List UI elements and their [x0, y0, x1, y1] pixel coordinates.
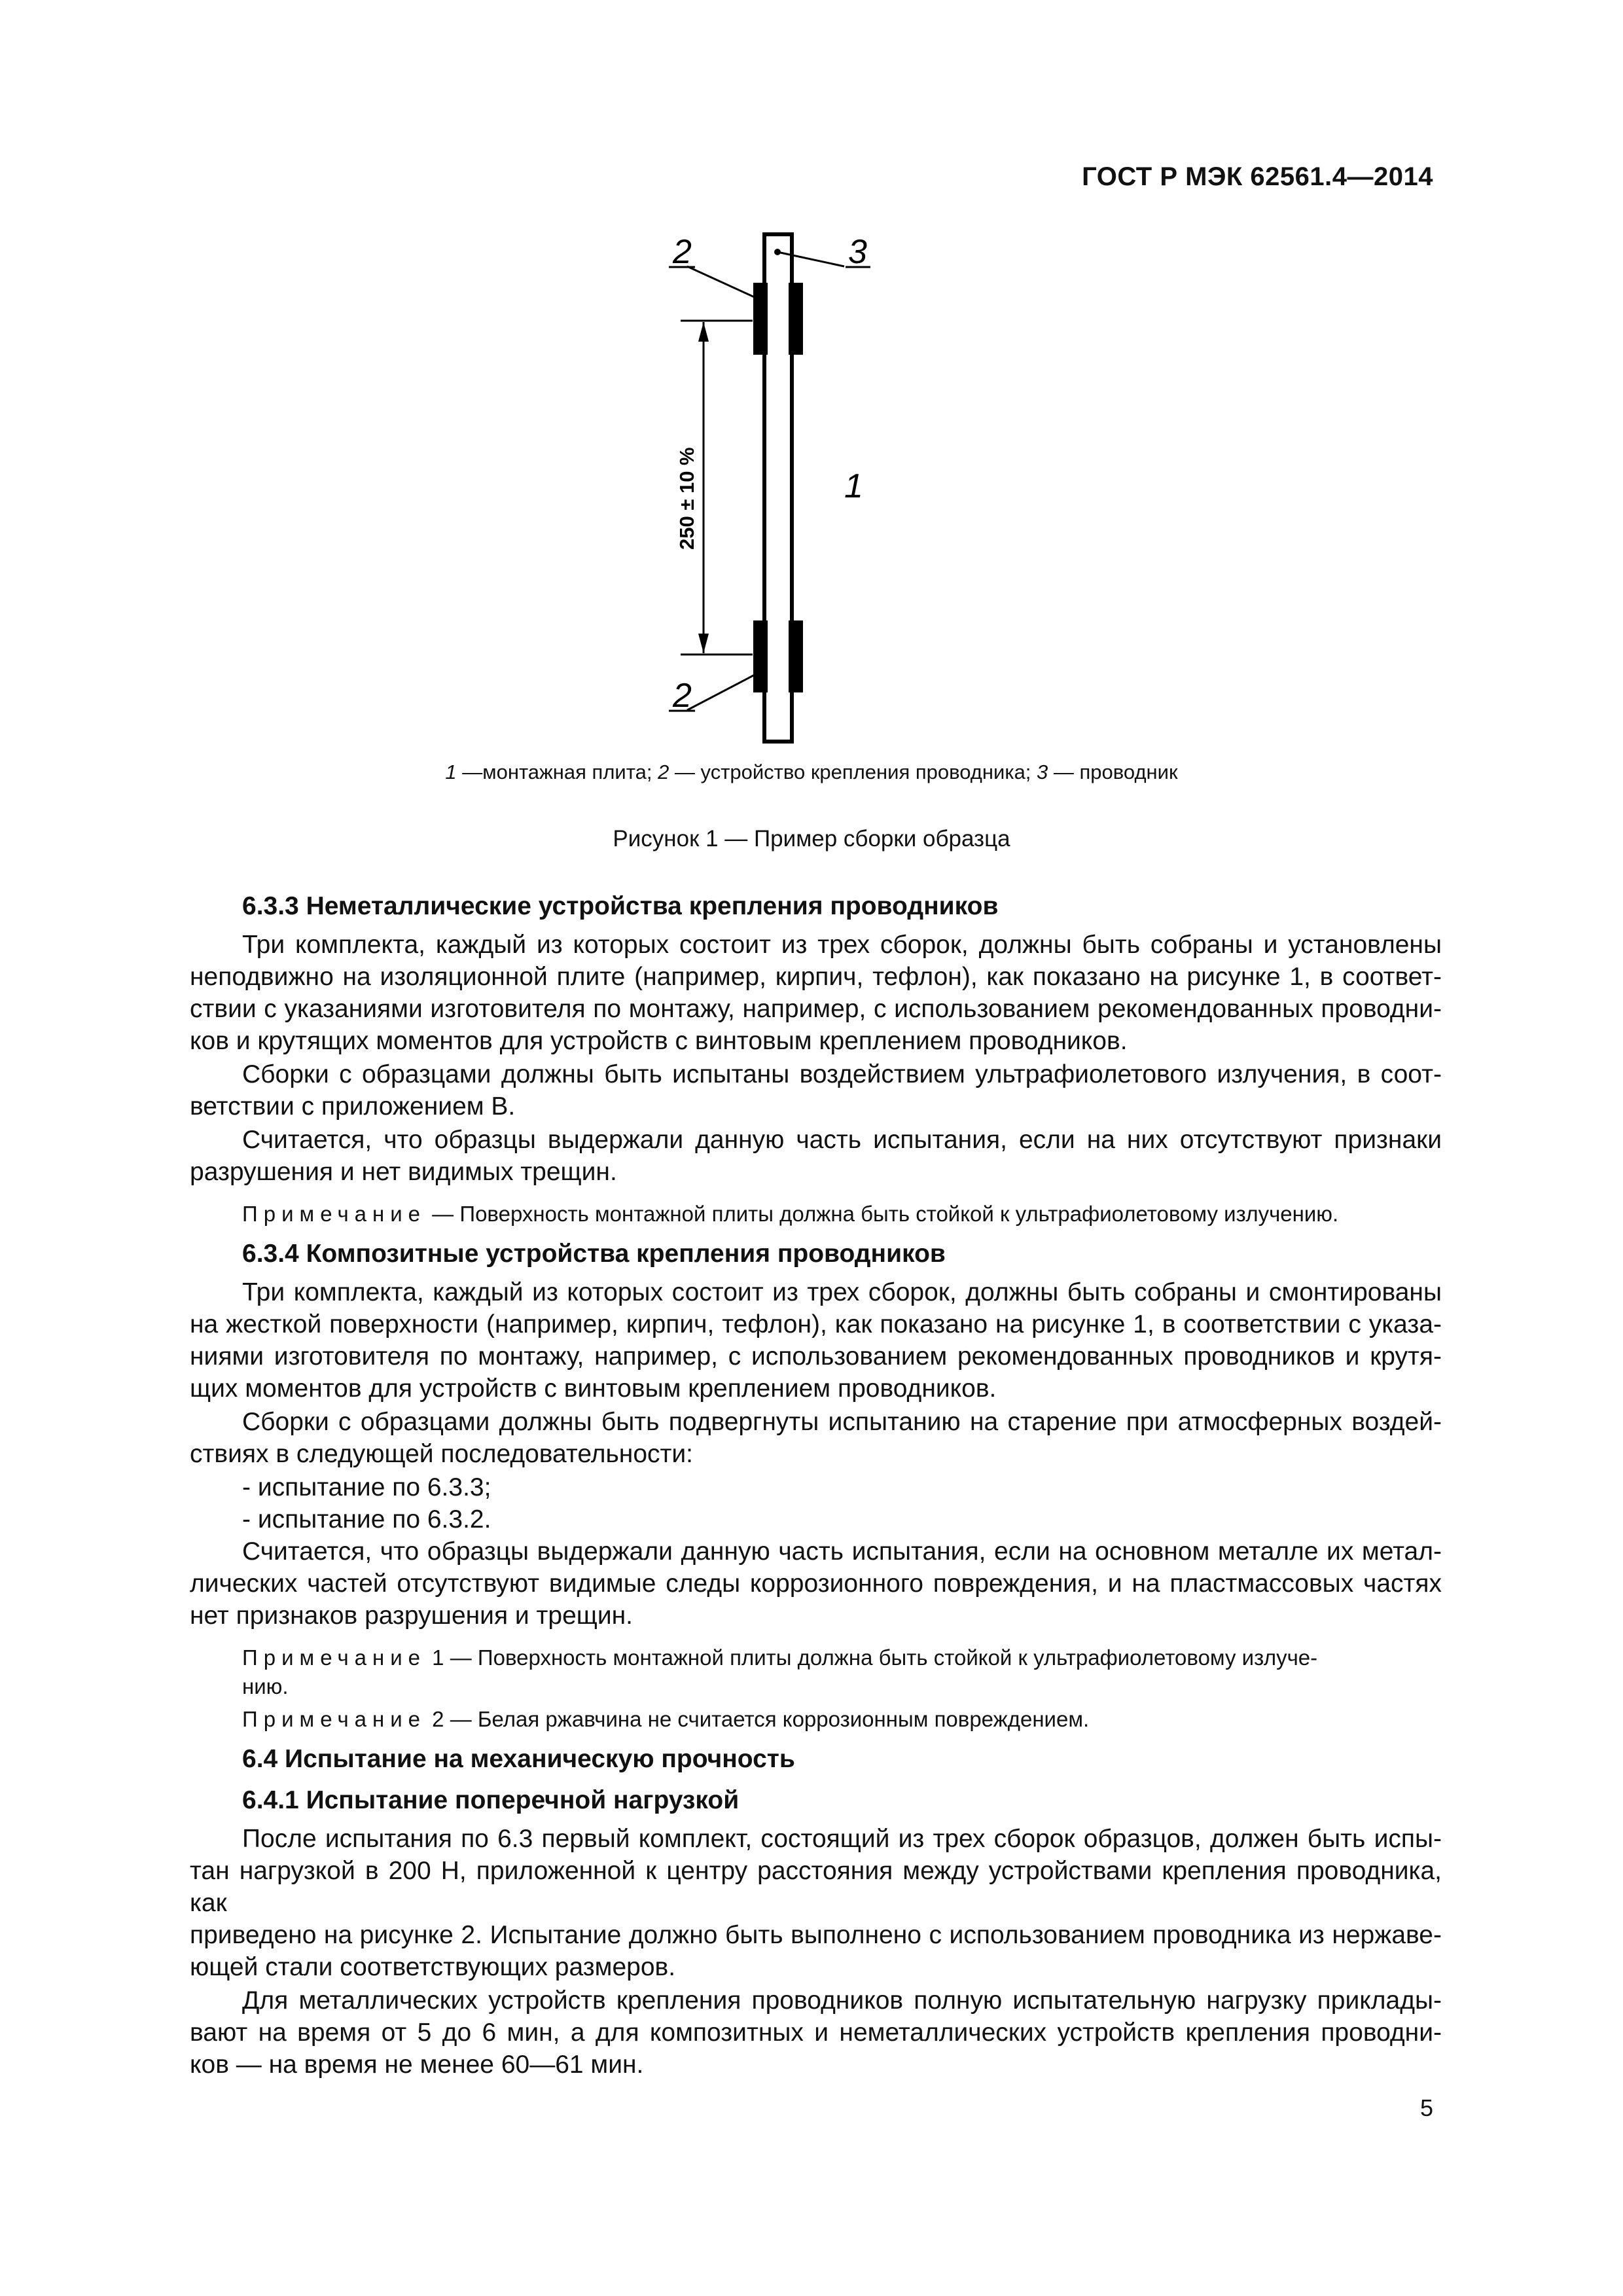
text-line: После испытания по 6.3 первый комплект, состоящий из трех сборок образцов, должен быть испы-: [242, 1825, 1442, 1853]
legend-num-2: 2: [658, 761, 669, 783]
note-label: Примечание: [242, 1707, 427, 1731]
legend-text-1: —монтажная плита;: [456, 761, 658, 783]
note-text-cont: нию.: [242, 1674, 289, 1698]
text-line: Для металлических устройств крепления проводников полную испытательную нагрузку приклады-: [242, 1986, 1442, 2015]
text-line: на жесткой поверхности (например, кирпич, тефлон), как показано на рисунке 1, в соответствии с указа-: [190, 1310, 1442, 1338]
paragraph: [190, 1276, 1442, 1405]
note-label: Примечание: [242, 1645, 427, 1670]
text-line: Сборки с образцами должны быть подвергнуты испытанию на старение при атмосферных воздей-: [242, 1408, 1442, 1436]
fastener-top-right: [789, 283, 803, 355]
fastener-bottom-right: [789, 620, 803, 692]
legend-num-3: 3: [1037, 761, 1048, 783]
legend-num-1: 1: [445, 761, 457, 783]
note-text: 1 — Поверхность монтажной плиты должна быть стойкой к ультрафиолетовому излуче-: [426, 1645, 1318, 1670]
text-line: ствиях в следующей последовательности:: [190, 1440, 693, 1468]
text-line: Считается, что образцы выдержали данную часть испытания, если на основном металле их метал-: [242, 1537, 1442, 1566]
text-line: разрушения и нет видимых трещин.: [190, 1158, 617, 1186]
page-number: 5: [1419, 2094, 1433, 2121]
text-line: Считается, что образцы выдержали данную часть испытания, если на них отсутствуют признаки: [242, 1126, 1442, 1154]
text-line: вают на время от 5 до 6 мин, а для композитных и неметаллических устройств крепления проводни-: [190, 2018, 1442, 2047]
paragraph: [190, 1823, 1442, 1983]
paragraph: [190, 1406, 1442, 1470]
text-line: ков — на время не менее 60—61 мин.: [190, 2051, 644, 2079]
label-fastener-bottom: 2: [673, 677, 692, 715]
text-line: Три комплекта, каждый из которых состоит из трех сборок, должны быть собраны и установлены: [242, 931, 1442, 959]
paragraph: [190, 1984, 1442, 2081]
fastener-bottom-left: [753, 620, 768, 692]
paragraph: [190, 1058, 1442, 1122]
document-body: [190, 890, 1442, 2082]
dimension-label: 250 ± 10 %: [675, 447, 698, 550]
list-item: - испытание по 6.3.3;: [242, 1473, 491, 1501]
figure-assembly: [0, 0, 1623, 785]
label-plate: 1: [844, 467, 863, 505]
text-line: ветствии с приложением В.: [190, 1092, 516, 1121]
figure-caption: Рисунок 1 — Пример сборки образца: [613, 826, 1010, 852]
text-line: приведено на рисунке 2. Испытание должно быть выполнено с использованием проводника из нержаве-: [190, 1921, 1442, 1949]
note-text: — Поверхность монтажной плиты должна быть стойкой к ультрафиолетовому излучению.: [426, 1202, 1339, 1226]
text-line: ющей стали соответствующих размеров.: [190, 1953, 676, 1981]
note-text: 2 — Белая ржавчина не считается коррозионным повреждением.: [426, 1707, 1090, 1731]
figure-legend: [0, 761, 1623, 784]
section-heading-6-3-4: 6.3.4 Композитные устройства крепления проводников: [242, 1240, 946, 1268]
text-line: щих моментов для устройств с винтовым креплением проводников.: [190, 1374, 997, 1403]
list-item: - испытание по 6.3.2.: [242, 1505, 491, 1534]
legend-text-3: — проводник: [1048, 761, 1178, 783]
note-1: [190, 1643, 1442, 1701]
text-line: Сборки с образцами должны быть испытаны воздействием ультрафиолетового излучения, в соот-: [242, 1060, 1442, 1088]
text-line: неподвижно на изоляционной плите (например, кирпич, тефлон), как показано на рисунке 1, в соответ-: [190, 963, 1442, 991]
heading-text: 6.3.3 Неметаллические устройства крепления проводников: [242, 892, 999, 920]
text-line: Три комплекта, каждый из которых состоит из трех сборок, должны быть собраны и смонтированы: [242, 1278, 1442, 1306]
label-fastener-top: 2: [673, 233, 692, 271]
paragraph: [190, 929, 1442, 1057]
text-line: ков и крутящих моментов для устройств с винтовым креплением проводников.: [190, 1027, 1128, 1055]
section-heading-6-3-3: [190, 890, 1442, 922]
section-heading-6-4: 6.4 Испытание на механическую прочность: [242, 1745, 795, 1773]
label-conductor: 3: [848, 233, 867, 271]
note-label: Примечание: [242, 1202, 427, 1226]
document-id: ГОСТ Р МЭК 62561.4—2014: [1082, 162, 1433, 191]
note-2: [190, 1705, 1442, 1734]
fastener-top-left: [753, 283, 768, 355]
legend-text-2: — устройство крепления проводника;: [669, 761, 1037, 783]
text-line: нет признаков разрушения и трещин.: [190, 1602, 633, 1630]
note: [190, 1200, 1442, 1229]
mounting-plate: [764, 234, 792, 742]
section-heading-6-4-1: 6.4.1 Испытание поперечной нагрузкой: [242, 1786, 740, 1814]
paragraph: [190, 1535, 1442, 1632]
text-line: лических частей отсутствуют видимые следы коррозионного повреждения, и на пластмассовых частях: [190, 1570, 1442, 1598]
text-line: ствии с указаниями изготовителя по монтажу, например, с использованием рекомендованных проводни-: [190, 995, 1442, 1023]
text-line: ниями изготовителя по монтажу, например, с использованием рекомендованных проводников и крутя-: [190, 1342, 1442, 1371]
paragraph: [190, 1124, 1442, 1188]
assembly-drawing: [0, 0, 1623, 785]
text-line: тан нагрузкой в 200 Н, приложенной к центру расстояния между устройствами крепления проводника, как: [190, 1857, 1442, 1917]
